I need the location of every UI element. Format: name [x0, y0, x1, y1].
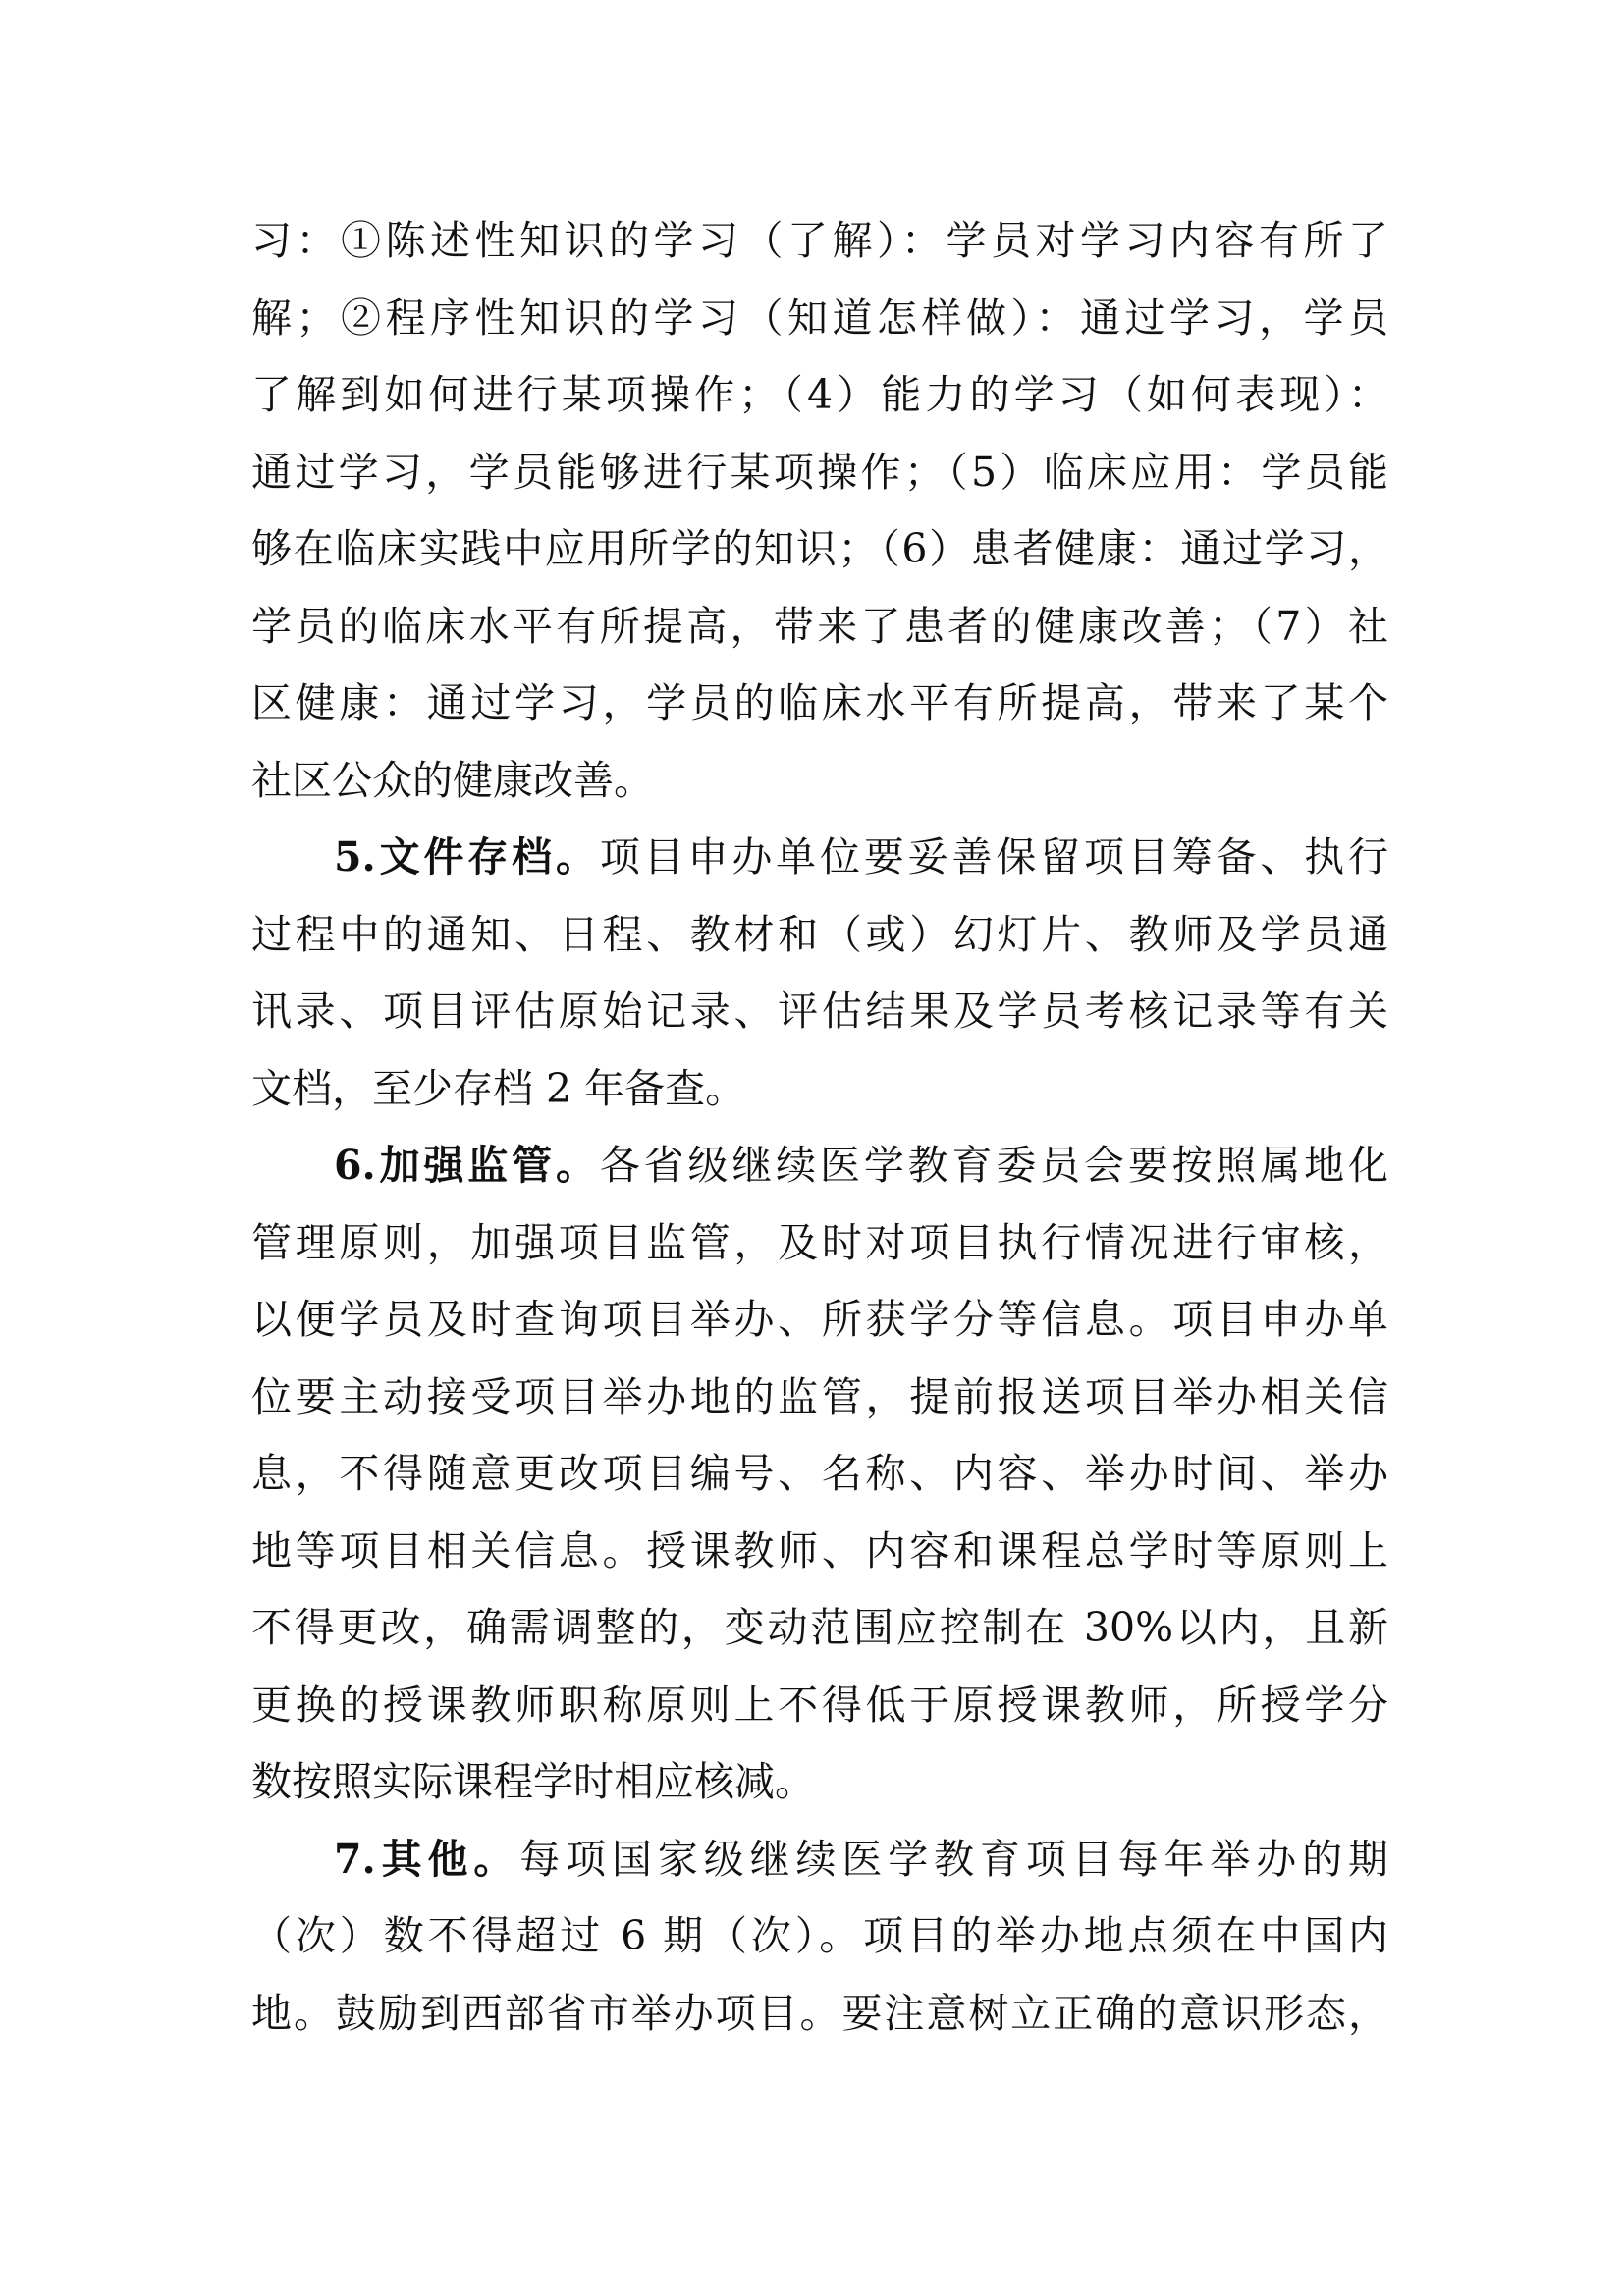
text-line: 习：①陈述性知识的学习（了解）：学员对学习内容有所了: [251, 217, 1388, 264]
text-line: 地。鼓励到西部省市举办项目。要注意树立正确的意识形态，: [251, 1989, 1388, 2037]
text-line: 管理原则，加强项目监管，及时对项目执行情况进行审核，: [251, 1218, 1388, 1266]
paragraph-file-archiving: [251, 819, 1388, 1127]
text-line: 区健康：通过学习，学员的临床水平有所提高，带来了某个: [251, 679, 1388, 726]
text-line: 讯录、项目评估原始记录、评估结果及学员考核记录等有关: [251, 988, 1388, 1035]
text-line: 位要主动接受项目举办地的监管，提前报送项目举办相关信: [251, 1372, 1388, 1420]
text-line: 通过学习，学员能够进行某项操作；（5）临床应用：学员能: [251, 448, 1388, 496]
paragraph-other: [251, 1821, 1388, 2053]
text-line: 了解到如何进行某项操作；（4）能力的学习（如何表现）：: [251, 371, 1388, 418]
text-line: 过程中的通知、日程、教材和（或）幻灯片、教师及学员通: [251, 910, 1388, 958]
text-line: 息，不得随意更改项目编号、名称、内容、举办时间、举办: [251, 1450, 1388, 1497]
text-line: 数按照实际课程学时相应核减。: [251, 1758, 815, 1805]
text-line: [251, 819, 1388, 896]
paragraph-strengthen-supervision: [251, 1127, 1388, 1821]
section-heading: 6.加强监管。: [334, 1142, 600, 1189]
section-heading: 7.其他。: [334, 1835, 520, 1883]
text-line: 地等项目相关信息。授课教师、内容和课程总学时等原则上: [251, 1526, 1388, 1575]
text-line: [251, 1127, 1388, 1204]
document-body: [251, 202, 1388, 2052]
text-line: 学员的临床水平有所提高，带来了患者的健康改善；（7）社: [251, 602, 1388, 650]
text-line: 够在临床实践中应用所学的知识；（6）患者健康：通过学习，: [251, 525, 1388, 572]
text-line: 更换的授课教师职称原则上不得低于原授课教师，所授学分: [251, 1681, 1388, 1729]
text-span: 各省级继续医学教育委员会要按照属地化: [599, 1142, 1388, 1189]
paragraph-evaluation-levels: [251, 202, 1388, 819]
text-line: 不得更改，确需调整的，变动范围应控制在 30%以内，且新: [251, 1604, 1388, 1651]
text-line: 社区公众的健康改善。: [251, 756, 654, 804]
text-line: 解；②程序性知识的学习（知道怎样做）：通过学习，学员: [251, 294, 1388, 342]
text-line: [251, 1821, 1388, 1898]
text-line: （次）数不得超过 6 期（次）。项目的举办地点须在中国内: [251, 1912, 1388, 1959]
text-span: 项目申办单位要妥善保留项目筹备、执行: [599, 833, 1388, 881]
text-line: 文档，至少存档 2 年备查。: [251, 1064, 746, 1112]
text-line: 以便学员及时查询项目举办、所获学分等信息。项目申办单: [251, 1296, 1388, 1343]
text-span: 每项国家级继续医学教育项目每年举办的期: [519, 1835, 1388, 1883]
section-heading: 5.文件存档。: [334, 833, 600, 881]
